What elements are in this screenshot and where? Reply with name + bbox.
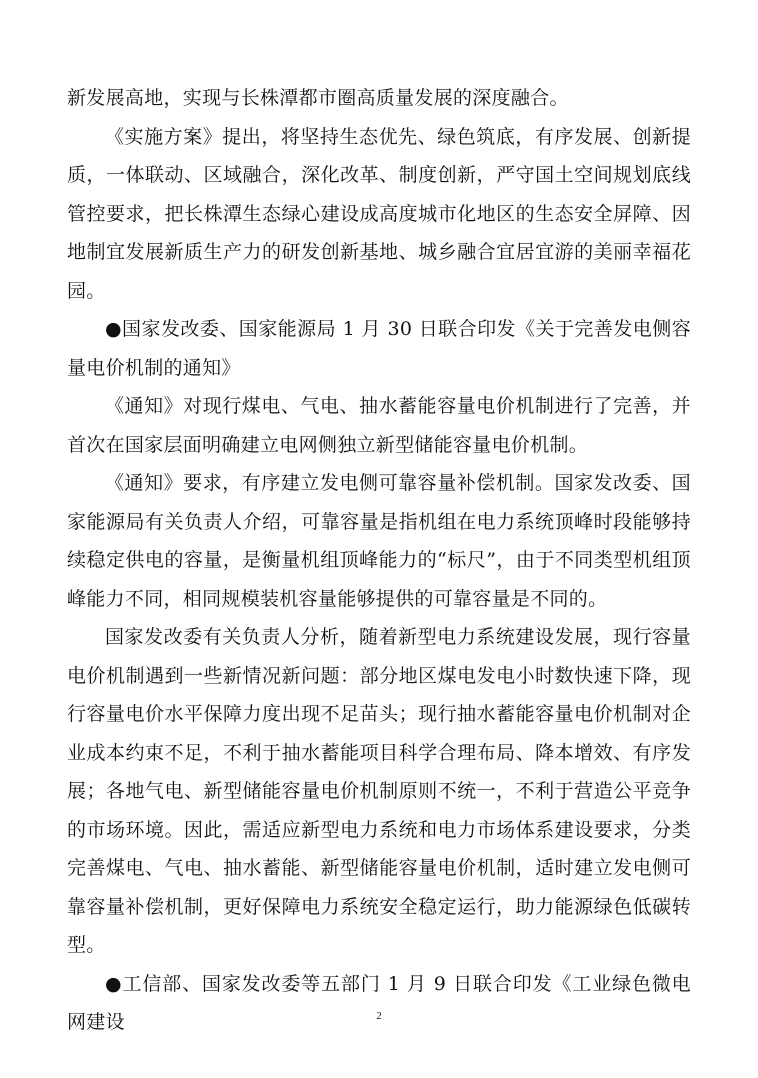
page-number: 2 [376, 1010, 382, 1022]
paragraph-notice-requirement: 《通知》要求，有序建立发电侧可靠容量补偿机制。国家发改委、国家能源局有关负责人介绍，可靠容量是指机组在电力系统顶峰时段能够持续稳定供电的容量，是衡量机组顶峰能力的“标尺”，由于不同类型机组顶峰能力不同，相同规模装机容量能够提供的可靠容量是不同的。 [67, 472, 691, 610]
paragraph-ndrc-analysis: 国家发改委有关负责人分析，随着新型电力系统建设发展，现行容量电价机制遇到一些新情况新问题：部分地区煤电发电小时数快速下降，现行容量电价水平保障力度出现不足苗头；现行抽水蓄能容量电价机制对企业成本约束不足，不利于抽水蓄能项目科学合理布局、降本增效、有序发展；各地气电、新型储能容量电价机制原则不统一，不利于营造公平竞争的市场环境。因此，需适应新型电力系统和电力市场体系建设要求，分类完善煤电、气电、抽水蓄能、新型储能容量电价机制，适时建立发电侧可靠容量补偿机制，更好保障电力系统安全稳定运行，助力能源绿色低碳转型。 [67, 626, 691, 956]
paragraph-news-item-microgrid: ●工信部、国家发改委等五部门 1 月 9 日联合印发《工业绿色微电网建设 [67, 972, 691, 1033]
paragraph-continuation: 新发展高地，实现与长株潭都市圈高质量发展的深度融合。 [67, 87, 569, 109]
paragraph-notice-improvement: 《通知》对现行煤电、气电、抽水蓄能容量电价机制进行了完善，并首次在国家层面明确建立电网侧独立新型储能容量电价机制。 [67, 395, 691, 456]
document-body [67, 79, 691, 1042]
paragraph-implementation-plan: 《实施方案》提出，将坚持生态优先、绿色筑底，有序发展、创新提质，一体联动、区域融合，深化改革、制度创新，严守国土空间规划底线管控要求，把长株潭生态绿心建设成高度城市化地区的生态安全屏障、因地制宜发展新质生产力的研发创新基地、城乡融合宜居宜游的美丽幸福花园。 [67, 125, 691, 302]
paragraph-news-item-capacity-price-notice: ●国家发改委、国家能源局 1 月 30 日联合印发《关于完善发电侧容量电价机制的通知》 [67, 318, 691, 379]
